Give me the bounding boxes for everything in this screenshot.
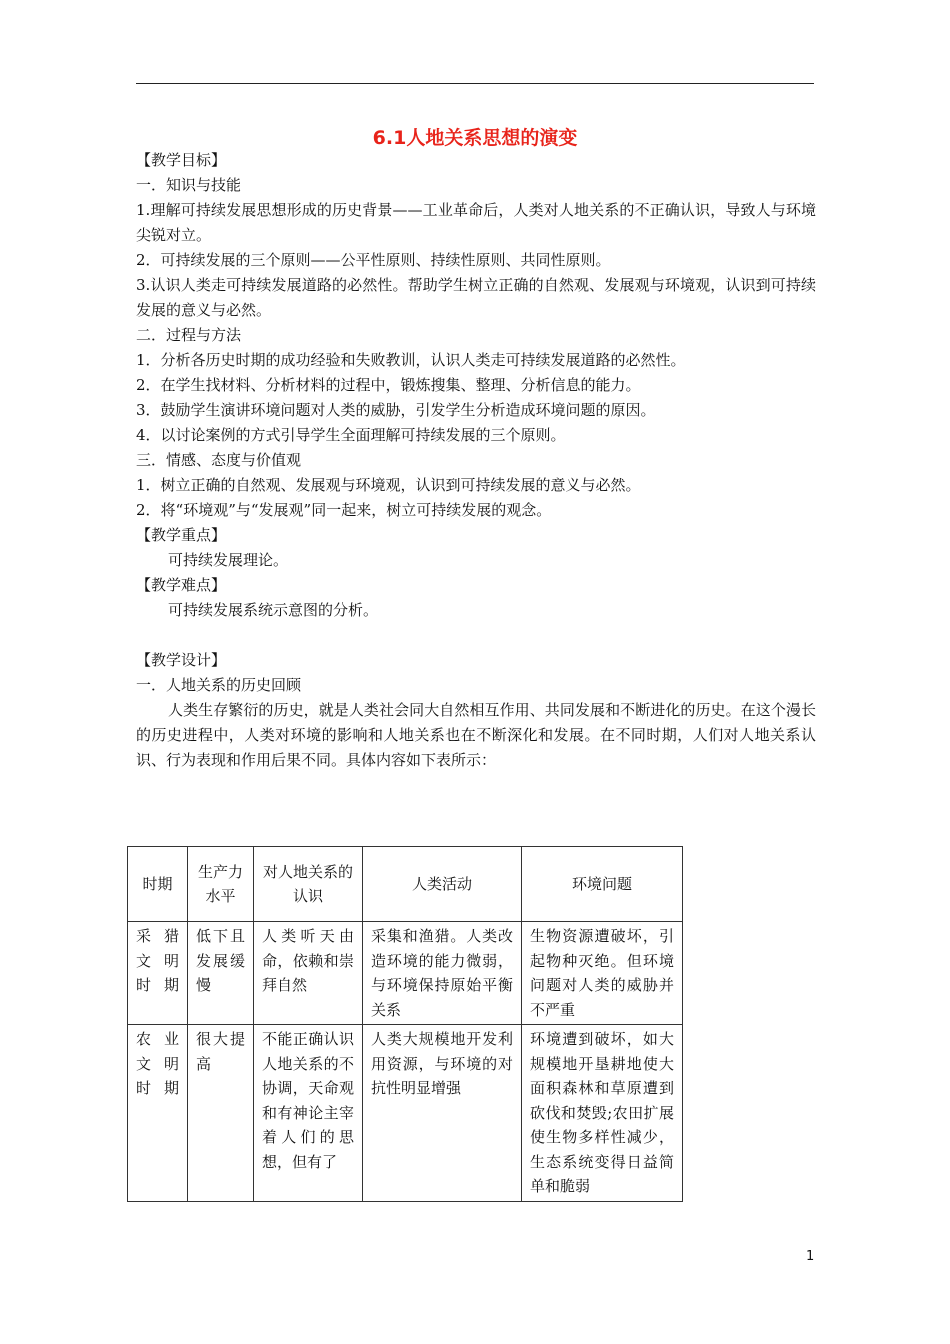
table-cell: 人类大规模地开发利用资源，与环境的对抗性明显增强: [363, 1025, 522, 1202]
subsection-heading: 一．人地关系的历史回顾: [136, 676, 302, 694]
objective-item: 2．将“环境观”与“发展观”同一起来，树立可持续发展的观念。: [136, 501, 552, 519]
table-cell: 很大提高: [188, 1025, 254, 1202]
objective-item: 3.认识人类走可持续发展道路的必然性。帮助学生树立正确的自然观、发展观与环境观，认识到可持续发展的意义与必然。: [136, 276, 816, 319]
page-number: 1: [806, 1249, 815, 1264]
document-title: 6.1人地关系思想的演变: [372, 127, 578, 149]
table-row: [128, 922, 683, 1025]
intro-paragraph: 人类生存繁衍的历史，就是人类社会同大自然相互作用、共同发展和不断进化的历史。在这个漫长的历史进程中，人类对环境的影响和人地关系也在不断深化和发展。在不同时期，人们对人地关系认识、行为表现和作用后果不同。具体内容如下表所示：: [136, 701, 816, 769]
table-cell: 环境遭到破坏，如大规模地开垦耕地使大面积森林和草原遭到砍伐和焚毁;农田扩展使生物多样性减少，生态系统变得日益简单和脆弱: [522, 1025, 683, 1202]
table-header-row: [128, 847, 683, 922]
section-heading-objectives: 【教学目标】: [136, 151, 227, 169]
table-cell: 人类听天由命，依赖和崇拜自然: [254, 922, 363, 1025]
document-body: [136, 148, 816, 773]
table-cell: 不能正确认识人地关系的不协调，天命观和有神论主宰着人们的思想，但有了: [254, 1025, 363, 1202]
subsection-heading: 二．过程与方法: [136, 326, 242, 344]
table-row: [128, 1025, 683, 1202]
section-heading-difficulties: 【教学难点】: [136, 576, 227, 594]
section-heading-design: 【教学设计】: [136, 651, 227, 669]
table-cell: 采猎文明时期: [128, 922, 188, 1025]
table-header-cell: 环境问题: [522, 847, 683, 922]
table-cell: 农业文明时期: [128, 1025, 188, 1202]
objective-item: 2．在学生找材料、分析材料的过程中，锻炼搜集、整理、分析信息的能力。: [136, 376, 641, 394]
difficulty-text: 可持续发展系统示意图的分析。: [168, 601, 379, 619]
subsection-heading: 三．情感、态度与价值观: [136, 451, 302, 469]
spacer: [136, 623, 816, 648]
objective-item: 1.理解可持续发展思想形成的历史背景——工业革命后，人类对人地关系的不正确认识，导致人与环境尖锐对立。: [136, 201, 816, 244]
table-header-cell: 时期: [128, 847, 188, 922]
table-cell: 采集和渔猎。人类改造环境的能力微弱，与环境保持原始平衡关系: [363, 922, 522, 1025]
objective-item: 4．以讨论案例的方式引导学生全面理解可持续发展的三个原则。: [136, 426, 566, 444]
objective-item: 3．鼓励学生演讲环境问题对人类的威胁，引发学生分析造成环境问题的原因。: [136, 401, 656, 419]
table-cell: 生物资源遭破坏，引起物种灭绝。但环境问题对人类的威胁并不严重: [522, 922, 683, 1025]
table-cell: 低下且发展缓慢: [188, 922, 254, 1025]
table-header-cell: 生产力水平: [188, 847, 254, 922]
subsection-heading: 一．知识与技能: [136, 176, 242, 194]
history-table: [127, 846, 683, 1202]
header-rule: [136, 83, 814, 84]
section-heading-key-points: 【教学重点】: [136, 526, 227, 544]
objective-item: 2．可持续发展的三个原则——公平性原则、持续性原则、共同性原则。: [136, 251, 611, 269]
table-header-cell: 对人地关系的认识: [254, 847, 363, 922]
objective-item: 1．树立正确的自然观、发展观与环境观，认识到可持续发展的意义与必然。: [136, 476, 641, 494]
table-header-cell: 人类活动: [363, 847, 522, 922]
objective-item: 1．分析各历史时期的成功经验和失败教训，认识人类走可持续发展道路的必然性。: [136, 351, 686, 369]
key-point-text: 可持续发展理论。: [168, 551, 289, 569]
